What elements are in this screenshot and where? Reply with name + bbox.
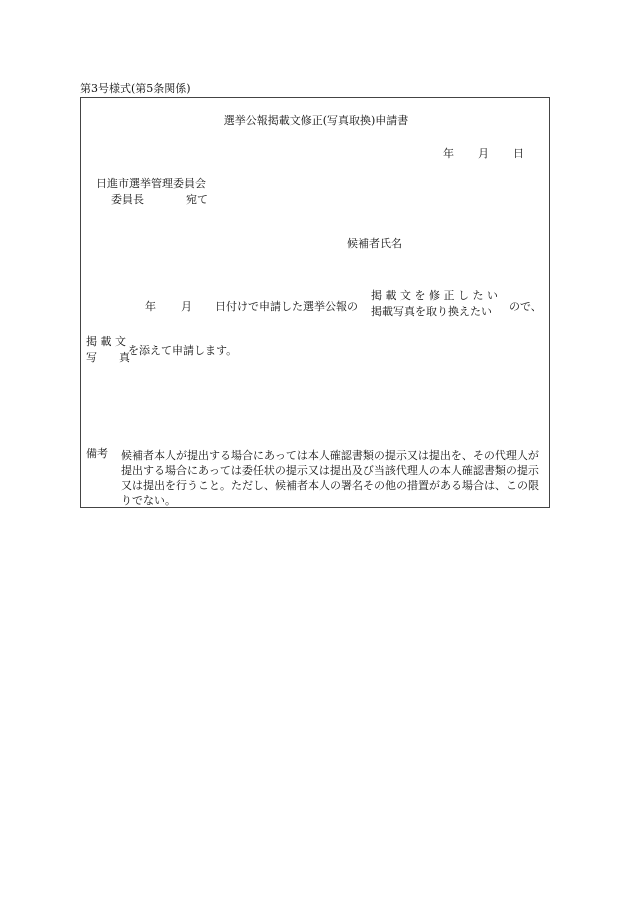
candidate-name-label: 候補者氏名 [347, 237, 402, 250]
remarks-text: 候補者本人が提出する場合にあっては本人確認書類の提示又は提出を、その代理人が提出する場合にあっては委任状の提示又は提出及び当該代理人の本人確認書類の提示又は提出を行うこと。ただし、候補者本人の署名その他の措置がある場合は、この限りでない。 [121, 449, 539, 507]
option-stack [371, 288, 498, 320]
date-day: 日 [513, 147, 524, 160]
addressee-chair: 委員長 [111, 193, 144, 206]
form-title: 選挙公報掲載文修正(写真取換)申請書 [223, 114, 409, 127]
application-form [80, 97, 550, 508]
attach-text: を添えて申請します。 [128, 344, 238, 357]
remarks-label: 備考 [86, 447, 108, 460]
body-suffix: ので、 [509, 300, 542, 313]
form-number-label: 第3号様式(第5条関係) [80, 82, 191, 95]
body-month: 月 [181, 300, 192, 313]
body-text: 日付けで申請した選挙公報の [215, 300, 358, 313]
option-edit-text: 掲 載 文 を 修 正 し た い [371, 289, 498, 302]
date-year: 年 [443, 147, 454, 160]
addressee-honorific: 宛て [186, 193, 208, 206]
attach-option-text: 掲 載 文 [86, 335, 126, 348]
date-month: 月 [478, 147, 489, 160]
attach-option-photo: 写 真 [86, 351, 130, 364]
addressee-committee: 日進市選挙管理委員会 [96, 177, 206, 190]
body-year: 年 [145, 300, 156, 313]
attach-stack [86, 334, 130, 366]
option-replace-photo: 掲載写真を取り換えたい [371, 305, 492, 318]
